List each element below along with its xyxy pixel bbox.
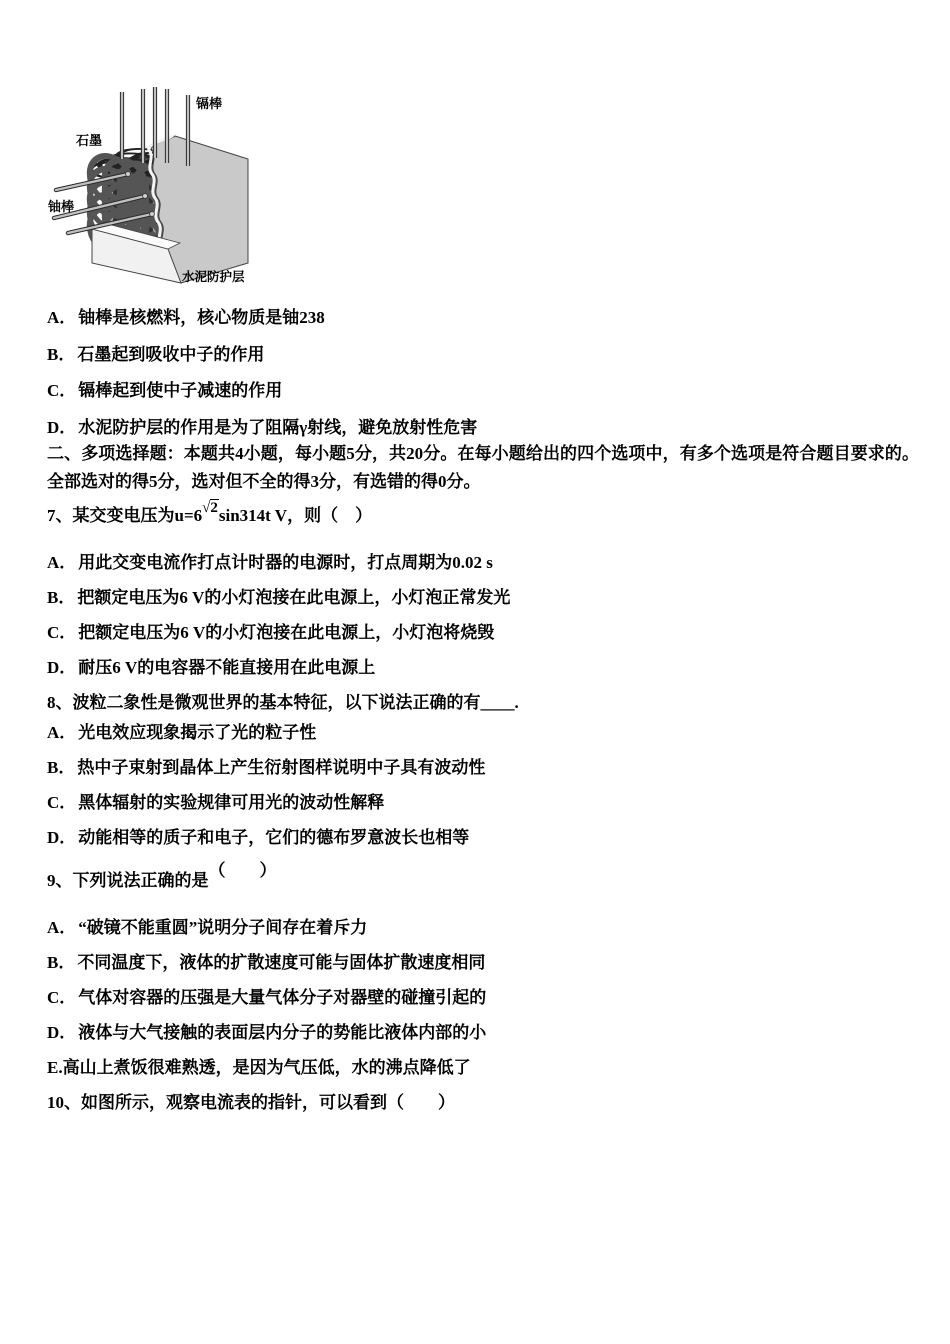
q6-option-a xyxy=(47,300,477,337)
option-label: C． xyxy=(47,623,77,642)
option-label: C． xyxy=(47,381,77,400)
option-label: D． xyxy=(47,658,77,677)
question-6-options xyxy=(47,300,477,446)
q7-option-b xyxy=(47,580,510,615)
q8-option-d xyxy=(47,820,485,855)
question-9-title xyxy=(47,862,277,900)
q6-option-b xyxy=(47,337,477,374)
question-8-options xyxy=(47,715,485,855)
q9-option-b xyxy=(47,945,486,980)
radical-number: 2 xyxy=(210,500,218,516)
q9-option-d xyxy=(47,1015,486,1050)
sqrt-expression xyxy=(202,500,219,516)
q7-option-c xyxy=(47,615,510,650)
q8-option-a xyxy=(47,715,485,750)
option-label: B． xyxy=(47,344,76,364)
option-text: 把额定电压为6 V的小灯泡接在此电源上，小灯泡将烧毁 xyxy=(78,623,495,642)
q6-option-c xyxy=(47,373,477,410)
option-text: “破镜不能重圆”说明分子间存在着斥力 xyxy=(78,918,368,937)
option-text: 镉棒起到使中子减速的作用 xyxy=(78,381,283,400)
option-label: A． xyxy=(47,723,77,742)
option-label: A． xyxy=(47,918,77,937)
option-text: 用此交变电流作打点计时器的电源时，打点周期为0.02 s xyxy=(78,553,493,572)
option-label: B． xyxy=(47,588,76,607)
option-text: 把额定电压为6 V的小灯泡接在此电源上，小灯泡正常发光 xyxy=(77,588,511,607)
option-text: 热中子束射到晶体上产生衍射图样说明中子具有波动性 xyxy=(77,758,486,777)
q7-text-prefix: 7、某交变电压为u=6 xyxy=(47,506,203,525)
option-label: B． xyxy=(47,953,76,972)
option-text: 石墨起到吸收中子的作用 xyxy=(77,344,265,364)
option-label: E. xyxy=(47,1058,63,1077)
option-text: 液体与大气接触的表面层内分子的势能比液体内部的小 xyxy=(78,1023,487,1042)
option-label: A． xyxy=(47,308,77,327)
option-label: D． xyxy=(47,1023,77,1042)
option-label: C． xyxy=(47,793,77,812)
option-text: 动能相等的质子和电子，它们的德布罗意波长也相等 xyxy=(78,828,470,847)
q7-option-a xyxy=(47,545,510,580)
graphite-label: 石墨 xyxy=(76,133,103,148)
option-label: A． xyxy=(47,553,77,572)
cadmium-rod-label: 镉棒 xyxy=(196,96,223,111)
option-label: B． xyxy=(47,758,76,777)
option-label: C． xyxy=(47,988,77,1007)
option-text: 水泥防护层的作用是为了阻隔γ射线，避免放射性危害 xyxy=(78,417,478,437)
q9-text: 9、下列说法正确的是 xyxy=(47,871,209,890)
q9-option-a xyxy=(47,910,486,945)
q7-text-suffix: sin314t V，则（ ） xyxy=(218,506,373,525)
q9-parens: （ ） xyxy=(208,861,277,880)
q8-option-b xyxy=(47,750,485,785)
reactor-diagram xyxy=(48,86,278,294)
option-text: 光电效应现象揭示了光的粒子性 xyxy=(78,723,317,742)
option-text: 铀棒是核燃料，核心物质是铀238 xyxy=(78,308,325,327)
question-9-options xyxy=(47,910,486,1085)
cement-layer-label: 水泥防护层 xyxy=(182,270,245,284)
option-text: 气体对容器的压强是大量气体分子对器壁的碰撞引起的 xyxy=(78,988,487,1007)
question-10-title: 10、如图所示，观察电流表的指针，可以看到（ ） xyxy=(47,1093,455,1112)
option-label: D． xyxy=(47,417,77,437)
radical-sign: √ xyxy=(202,500,211,516)
question-7-title xyxy=(47,497,372,535)
reactor-figure xyxy=(48,86,278,299)
question-8-title: 8、波粒二象性是微观世界的基本特征，以下说法正确的有____. xyxy=(47,693,519,712)
option-text: 高山上煮饭很难熟透，是因为气压低，水的沸点降低了 xyxy=(62,1058,471,1077)
q7-option-d xyxy=(47,650,510,685)
q9-option-e xyxy=(47,1050,486,1085)
q8-option-c xyxy=(47,785,485,820)
q9-option-c xyxy=(47,980,486,1015)
question-7-options xyxy=(47,545,510,685)
option-text: 黑体辐射的实验规律可用光的波动性解释 xyxy=(78,793,385,812)
option-label: D． xyxy=(47,828,77,847)
section-2-intro: 二、多项选择题：本题共4小题，每小题5分，共20分。在每小题给出的四个选项中，有多个选项是符合题目要求的。全部选对的得5分，选对但不全的得3分，有选错的得0分。 xyxy=(47,444,919,491)
option-text: 耐压6 V的电容器不能直接用在此电源上 xyxy=(78,658,376,677)
option-text: 不同温度下，液体的扩散速度可能与固体扩散速度相同 xyxy=(77,953,486,972)
uranium-rod-label: 铀棒 xyxy=(48,199,75,214)
